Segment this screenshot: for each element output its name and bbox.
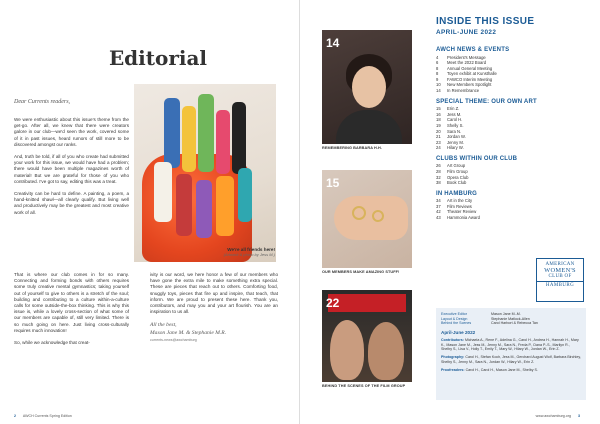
toc-section	[436, 47, 586, 94]
footer-text: AWCH Currents Spring Edition	[22, 414, 72, 418]
table-of-contents	[436, 47, 586, 226]
toc-page: 23	[436, 139, 441, 145]
salutation: Dear Currents readers,	[14, 99, 71, 105]
credit-key: Layout & Design	[441, 316, 468, 321]
photo-caption-title: We're all friends here!	[227, 247, 275, 252]
toc-item[interactable]	[436, 215, 586, 221]
toc-page: 16	[436, 111, 441, 117]
editorial-column-bottom-right	[150, 272, 278, 344]
toc-page: 8	[436, 65, 439, 71]
person	[330, 320, 364, 380]
photo-page-number: 15	[326, 176, 340, 190]
cinema-sign	[328, 294, 406, 312]
credit-key: Executive Editor	[441, 312, 467, 316]
toc-heading: IN HAMBURG	[436, 190, 477, 197]
photo-caption: REMEMBERING BARBARA H.H.	[322, 146, 383, 150]
issue-label: April-June 2022	[441, 329, 476, 335]
logo-line: WOMEN'S	[544, 267, 576, 274]
toc-page: 19	[436, 122, 441, 128]
doll	[176, 174, 192, 236]
toc-page: 15	[436, 106, 441, 112]
editorial-paragraph: ivity is our word, we here honor a few of our members who have gone the extra mile to make something extra special. These are pieces that reach out to others. Comforting food, snuggly toys, pieces that fire up and inspire, that teach, that inform. We are proud to present these here. Thank you, contributors, and may you and your art flourish. You are an inspiration to us all.	[150, 272, 278, 315]
editorial-paragraph: Creativity can be hard to define. A painting, a poem, a hand-knitted shawl—all clearly qualify. But living well and productively may be the greatest and most creative work of all.	[14, 191, 129, 215]
doll	[232, 102, 246, 174]
toc-label: Book Club	[447, 180, 467, 186]
toc-label: In Remembrance	[447, 88, 480, 94]
toc-label: Shelly S.	[447, 122, 464, 128]
doll	[238, 168, 252, 222]
toc-page: 32	[436, 174, 441, 180]
toc-page: 20	[436, 128, 441, 134]
contents-title: INSIDE THIS ISSUE	[436, 16, 535, 27]
toc-page: 38	[436, 180, 441, 186]
toc-label: Meet the 2022 Board	[447, 60, 487, 66]
ring	[372, 210, 384, 222]
proofreaders	[441, 368, 581, 373]
toc-section	[436, 191, 586, 221]
photo-page-number: 14	[326, 36, 340, 50]
photo-film-group	[322, 290, 412, 382]
page-number: 2	[14, 414, 16, 418]
toc-label: New Members Spotlight	[447, 82, 492, 88]
editorial-column-top	[14, 117, 129, 222]
toc-label: Carol H.	[447, 117, 463, 123]
toc-label: Jenny M.	[447, 139, 464, 145]
toc-page: 10	[436, 82, 441, 88]
contributors-key: Contributors:	[441, 337, 464, 342]
photography-list: Carol H., Stefan Koch, Jess M., Gerchard August Wolf, Barbara Birchley, Shelby S., Jenny M., Sara N., Jordan W., Hilary W., Erin Z.	[441, 355, 581, 364]
photography-key: Photography:	[441, 355, 465, 360]
club-logo	[536, 258, 584, 302]
toc-page: 43	[436, 215, 441, 221]
toc-label: Toyen exhibit at Kunsthalle	[447, 71, 497, 77]
toc-label: Opera Club	[447, 174, 469, 180]
contributors-list: Michaela A., Rene F., Adelina G., Carol H., Andrea H., Hannah H., Mary K., Mason Jane M., Jess M., Jenny M., Sara N., Freda P., Dana P.-S., Marilyn R., Shelby S., Lisa V., Holly T., Emily T., Mary W., Hilary W., Jordan W., Erin Z.	[441, 337, 579, 352]
toc-label: Film Reviews	[447, 203, 472, 209]
toc-label: Annual General Meeting	[447, 65, 493, 71]
doll	[154, 162, 172, 222]
photo-caption: OUR MEMBERS MAKE AMAZING STUFF!	[322, 270, 400, 274]
toc-item[interactable]	[436, 180, 586, 186]
doll	[198, 94, 214, 172]
doll	[216, 176, 234, 236]
toc-heading: CLUBS WITHIN OUR CLUB	[436, 155, 518, 162]
footer-url[interactable]: www.awchamburg.org	[535, 414, 571, 418]
toc-page: 24	[436, 145, 441, 151]
contents-subtitle: APRIL-JUNE 2022	[436, 29, 497, 36]
credit-value: Stephanie Matlock-Allen	[491, 316, 530, 321]
person	[368, 322, 404, 380]
logo-line: AMERICAN	[545, 262, 575, 267]
toc-heading: AWCH NEWS & EVENTS	[436, 47, 510, 53]
toc-label: Jordan W.	[447, 134, 466, 140]
toc-page: 42	[436, 209, 441, 215]
footer-right	[536, 414, 586, 418]
toc-label: FAWCO Interim Meeting	[447, 76, 493, 82]
photo-sock-dolls	[134, 84, 276, 262]
credit-value: Mason Jane M.-M.	[491, 312, 521, 316]
doll	[196, 180, 212, 238]
logo-line: CLUB OF	[548, 274, 572, 279]
toc-page: 28	[436, 169, 441, 174]
toc-item[interactable]	[436, 88, 586, 94]
proofreaders-key: Proofreaders:	[441, 367, 465, 372]
editorial-column-bottom-left	[14, 272, 129, 352]
toc-page: 18	[436, 117, 441, 123]
toc-label: Theater Review	[447, 209, 477, 215]
editorial-paragraph: So, while we acknowledge that creat-	[14, 340, 90, 346]
footer-left	[14, 414, 72, 418]
toc-page: 34	[436, 198, 441, 204]
toc-page: 14	[436, 88, 441, 94]
toc-page: 37	[436, 203, 441, 209]
photo-portrait	[322, 30, 412, 144]
photo-caption-credit: (Artwork & photo by Jess M.)	[223, 252, 275, 257]
toc-page: 26	[436, 163, 441, 169]
portrait-body	[336, 110, 402, 144]
toc-section	[436, 156, 586, 186]
toc-label: Jess M.	[447, 111, 462, 117]
page-number: 3	[578, 414, 580, 418]
credit-value: Carol Harbort & Rebecca Tan	[491, 321, 538, 326]
credits-box	[436, 308, 586, 400]
signoff-email: currents-news@awchamburg	[150, 338, 197, 343]
photography	[441, 355, 581, 365]
editorial-paragraph: That is where our club comes in for so many. Connecting and forming bonds with others requires some truly creative mental gymnastics; taking yourself out of yourself to give to others is a stretch of the soul; building and contributing to a culture within-a-culture calls for some outside-the-box thinking. This is why this issue is, while a lovely cross-section of what some of our members are capable of, still very limited. There is so much going on here. Just living cross-culturally requires much innovation!	[14, 272, 129, 333]
signoff: All the best,	[150, 322, 177, 329]
toc-label: Art in the City	[447, 198, 473, 204]
toc-item[interactable]	[436, 145, 586, 151]
toc-label: Hammonia Award	[447, 215, 480, 221]
credit-key: Behind the Scenes	[441, 321, 472, 326]
photo-caption	[224, 247, 275, 257]
portrait-face	[352, 66, 386, 108]
toc-section	[436, 99, 586, 151]
proofreaders-list: Carol H., Carol H., Mason Jane M., Shelby S.	[465, 367, 538, 372]
doll	[164, 98, 180, 168]
doll	[216, 110, 230, 174]
toc-label: Hilary W.	[447, 145, 464, 151]
signers: Mason Jane M. & Stephanie M.R.	[150, 330, 227, 337]
editorial-paragraph: And, truth be told, if all of you who create had submitted your work for this issue, we would have had a problem; there would have been multiple magazines worth of material! But we are grateful for those of you who contributed. I've got to say, editing this was a treat.	[14, 154, 129, 184]
toc-label: Sara N.	[447, 128, 462, 134]
editorial-title: Editorial	[108, 46, 208, 70]
toc-page: 4	[436, 54, 439, 60]
toc-page: 21	[436, 134, 441, 140]
photo-page-number: 22	[326, 296, 340, 310]
contributors	[441, 338, 581, 352]
toc-page: 9	[436, 76, 439, 82]
hand	[334, 196, 408, 240]
toc-heading: SPECIAL THEME: OUR OWN ART	[436, 98, 537, 105]
credit-row	[441, 321, 581, 326]
logo-line: HAMBURG	[537, 281, 583, 288]
toc-label: Art Group	[447, 163, 466, 169]
photo-rings	[322, 170, 412, 268]
toc-label: Film Group	[447, 169, 468, 174]
toc-page: 6	[436, 60, 439, 66]
toc-label: Erin Z.	[447, 106, 460, 112]
editorial-paragraph: We were enthusiastic about this issue's theme from the get-go. After all, we knew that there were creators galore in our club—we'd seen the work, covered some of it in past issues, heard rumors of still more to be discovered amongst our ranks.	[14, 117, 129, 147]
photo-caption: BEHIND THE SCENES OF THE FILM GROUP	[322, 384, 406, 388]
ring	[352, 206, 366, 220]
toc-page: 8	[436, 71, 439, 77]
toc-label: President's Message	[447, 54, 486, 60]
doll	[182, 106, 196, 172]
